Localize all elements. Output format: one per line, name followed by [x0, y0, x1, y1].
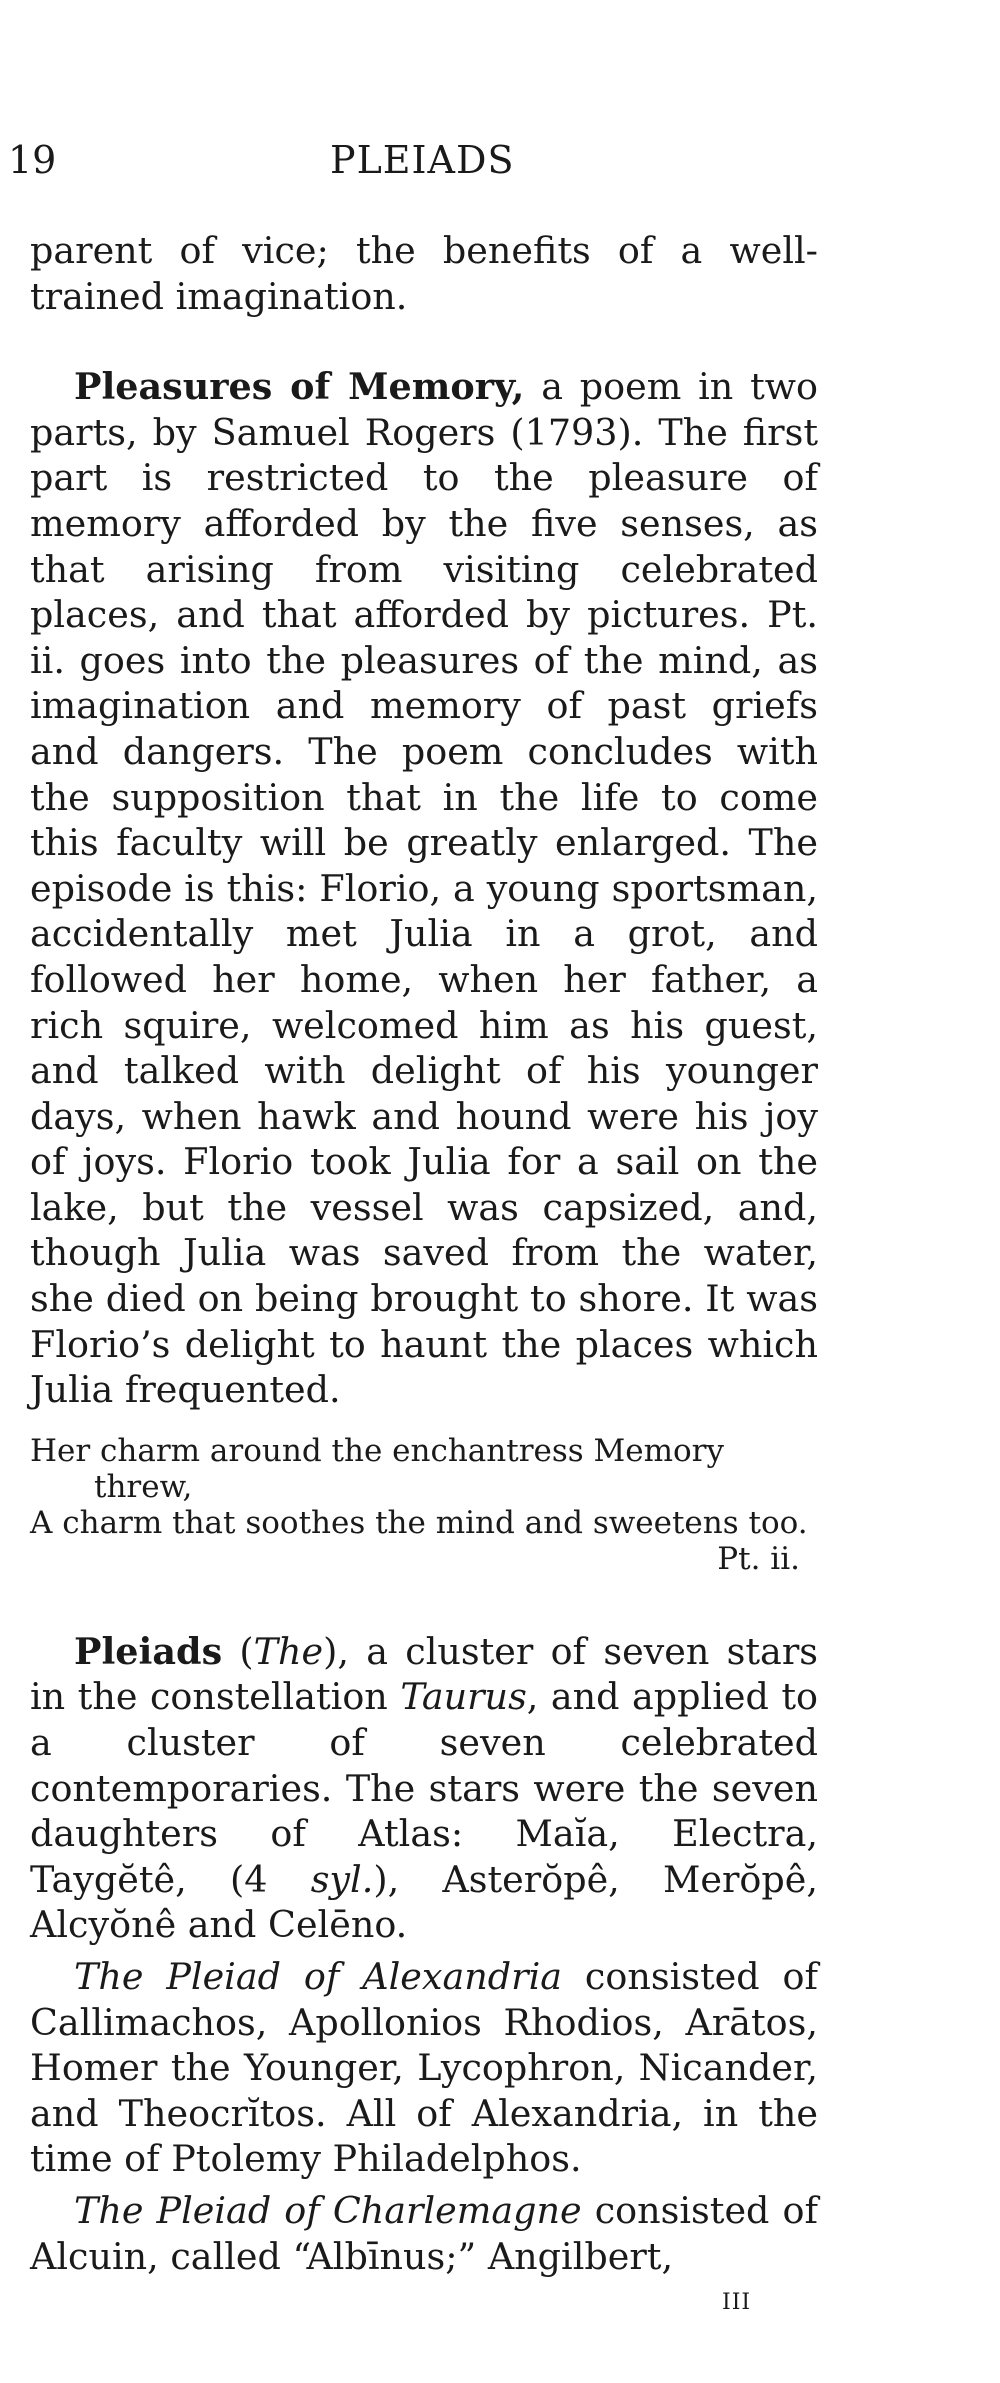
signature-mark: III — [722, 2290, 752, 2315]
italic-syl: syl. — [310, 1857, 374, 1901]
paren-close: ), — [323, 1629, 349, 1673]
running-head — [0, 138, 1000, 198]
subentry-title: The Pleiad of Alexandria — [74, 1955, 563, 1998]
subentry-pleiad-alexandria — [30, 1954, 818, 2182]
entry-text-1: a cluster of seven stars in the constellation — [30, 1629, 819, 1719]
verse-line-2: A charm that soothes the mind and sweetens too. — [30, 1504, 808, 1541]
subentry-text: consisted of Callimachos, Apollonios Rhodios, Arātos, Homer the Younger, Lycophron, Nicander, and Theocrĭtos. All of Alexandria, in the time of Ptolemy Philadelphos. — [30, 1955, 818, 2181]
entry-text-2: , and applied to a cluster of seven celebrated contemporaries. The stars were the seven daughters of Atlas: Maĭa, Electra, Taygĕtê, (4 — [30, 1675, 818, 1901]
body-text — [30, 228, 818, 2279]
running-title: PLEIADS — [330, 138, 515, 182]
entry-headword: Pleiads — [74, 1629, 223, 1673]
subentry-text: consisted of Alcuin, called “Albīnus;” Angilbert, — [30, 2188, 818, 2278]
verse-line-1-continued: threw, — [94, 1468, 193, 1505]
verse-line-1: Her charm around the enchantress Memory — [30, 1432, 725, 1469]
verse-quotation — [30, 1433, 818, 1577]
verse-citation: Pt. ii. — [717, 1540, 800, 1577]
italic-the: The — [253, 1629, 324, 1673]
italic-taurus: Taurus — [400, 1675, 527, 1719]
subentry-pleiad-charlemagne — [30, 2188, 818, 2279]
entry-headword: Pleasures of Memory, — [74, 365, 525, 409]
paragraph-continuation: parent of vice; the benefits of a well-trained imagination. — [30, 229, 818, 318]
page-number: 19 — [8, 138, 57, 182]
entry-pleiads — [30, 1629, 818, 1948]
subentry-title: The Pleiad of Charlemagne — [74, 2188, 582, 2232]
entry-pleasures-of-memory — [30, 364, 818, 1413]
entry-text: a poem in two parts, by Samuel Rogers (1793). The first part is restricted to the pleasure of memory afforded by the five senses, as that arising from visiting celebrated places, and that afforded by pictures. Pt. ii. goes into the pleasures of the mind, as imagination and memory of past griefs and dangers. The poem concludes with the supposition that in the life to come this faculty will be greatly enlarged. The episode is this: Florio, a young sportsman, accidentally met Julia in a grot, and followed her home, when her father, a rich squire, welcomed him as his guest, and talked with delight of his younger days, when hawk and hound were his joy of joys. Florio took Julia for a sail on the lake, but the vessel was capsized, and, though Julia was saved from the water, she died on being brought to shore. It was Florio’s delight to haunt the places which Julia frequented. — [30, 365, 818, 1412]
entry-text-3: ), Asterŏpê, Merŏpê, Alcyŏnê and Celēno. — [30, 1857, 818, 1947]
paren-open: ( — [222, 1629, 254, 1673]
